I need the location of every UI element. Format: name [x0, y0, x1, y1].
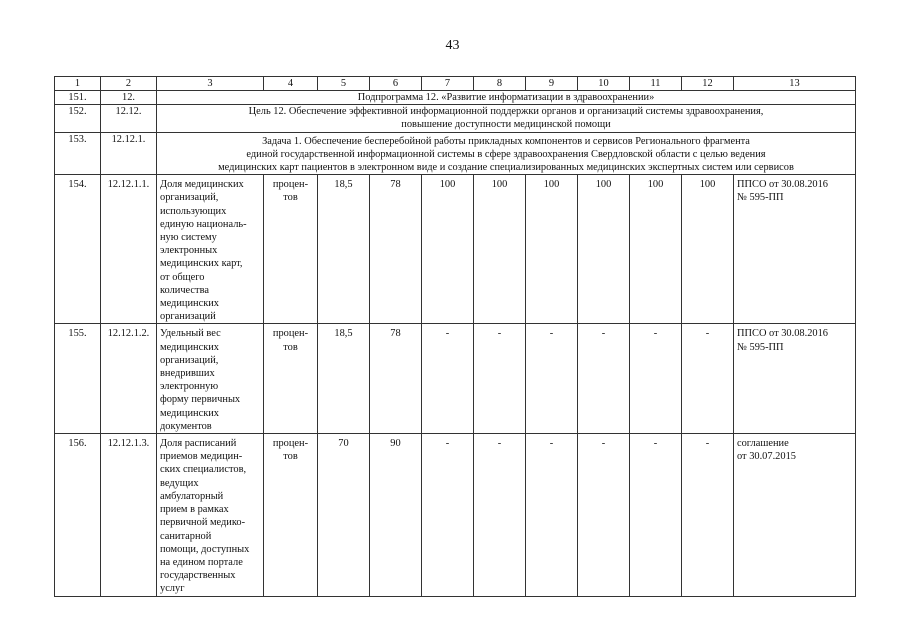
name-line: форму первичных: [160, 394, 241, 406]
name-line: электронных: [160, 245, 218, 257]
indicator-row: [55, 434, 856, 596]
unit-line: тов: [283, 341, 298, 353]
section-title-line: единой государственной информационной системы в сфере здравоохранения Свердловской области с целью ведения: [246, 148, 766, 160]
indicator-name: [157, 324, 264, 434]
source-line: № 595-ПП: [737, 192, 784, 204]
name-line: использующих: [160, 205, 227, 217]
indicator-name: [157, 434, 264, 596]
name-line: санитарной: [160, 530, 212, 542]
row-number: 152.: [55, 105, 101, 132]
header-cell: 13: [734, 77, 856, 91]
task-row: [55, 132, 856, 175]
value-cell: 78: [370, 175, 422, 324]
name-line: услуг: [160, 583, 185, 595]
header-cell: 5: [318, 77, 370, 91]
source-cell: [734, 324, 856, 434]
row-number: 151.: [55, 91, 101, 105]
header-cell: 3: [157, 77, 264, 91]
subprogram-row: [55, 91, 856, 105]
value-cell: 100: [422, 175, 474, 324]
name-line: медицинских карт,: [160, 258, 243, 270]
name-line: Доля расписаний: [160, 438, 237, 450]
name-line: организаций,: [160, 354, 219, 366]
value-cell: -: [526, 324, 578, 434]
source-line: ППСО от 30.08.2016: [737, 179, 828, 191]
header-cell: 12: [682, 77, 734, 91]
value-cell: 90: [370, 434, 422, 596]
source-line: соглашение: [737, 438, 789, 450]
value-cell: -: [578, 324, 630, 434]
name-line: организаций,: [160, 192, 219, 204]
name-line: амбулаторный: [160, 490, 224, 502]
indicators-table: [54, 76, 856, 597]
column-number-row: [55, 77, 856, 91]
header-cell: 6: [370, 77, 422, 91]
value-cell: -: [422, 434, 474, 596]
indicator-row: [55, 175, 856, 324]
page-number: 43: [445, 38, 460, 53]
name-line: медицинских: [160, 298, 219, 310]
section-title-line: повышение доступности медицинской помощи: [401, 119, 611, 131]
header-cell: 2: [101, 77, 157, 91]
section-title: [157, 105, 856, 132]
unit-line: тов: [283, 451, 298, 463]
value-cell: -: [474, 434, 526, 596]
row-number: 155.: [55, 324, 101, 434]
value-cell: -: [578, 434, 630, 596]
name-line: медицинских: [160, 341, 219, 353]
name-line: медицинских: [160, 407, 219, 419]
goal-row: [55, 105, 856, 132]
name-line: прием в рамках: [160, 504, 229, 516]
name-line: организаций: [160, 311, 216, 323]
name-line: ских специалистов,: [160, 464, 247, 476]
row-number: 153.: [55, 132, 101, 175]
header-cell: 9: [526, 77, 578, 91]
section-title-line: медицинских карт пациентов в электронном виде и создание специализированных медицинских экспертных систем или сервисов: [218, 162, 794, 174]
section-title-line: Задача 1. Обеспечение бесперебойной работы прикладных компонентов и сервисов Регионального фрагмента: [262, 135, 750, 147]
source-line: № 595-ПП: [737, 341, 784, 353]
row-code: 12.12.1.1.: [101, 175, 157, 324]
value-cell: 100: [474, 175, 526, 324]
header-cell: 10: [578, 77, 630, 91]
unit-line: процен-: [272, 328, 309, 340]
value-cell: -: [682, 434, 734, 596]
source-cell: [734, 175, 856, 324]
section-title-line: Подпрограмма 12. «Развитие информатизации в здравоохранении»: [357, 92, 655, 103]
section-title-line: Цель 12. Обеспечение эффективной информационной поддержки органов и организаций системы здравоохранения,: [248, 106, 764, 118]
row-number: 156.: [55, 434, 101, 596]
section-title: [157, 91, 856, 105]
name-line: от общего: [160, 271, 205, 283]
unit-cell: [264, 175, 318, 324]
source-cell: [734, 434, 856, 596]
indicator-name: [157, 175, 264, 324]
name-line: на едином портале: [160, 556, 243, 568]
unit-cell: [264, 434, 318, 596]
header-cell: 8: [474, 77, 526, 91]
name-line: единую националь-: [160, 218, 247, 230]
value-cell: 100: [526, 175, 578, 324]
source-line: ППСО от 30.08.2016: [737, 328, 828, 340]
name-line: ведущих: [160, 477, 199, 489]
name-line: электронную: [160, 381, 219, 393]
value-cell: 18,5: [318, 175, 370, 324]
value-cell: -: [422, 324, 474, 434]
value-cell: 18,5: [318, 324, 370, 434]
header-cell: 7: [422, 77, 474, 91]
value-cell: 100: [578, 175, 630, 324]
header-cell: 1: [55, 77, 101, 91]
section-title: [157, 132, 856, 175]
unit-cell: [264, 324, 318, 434]
value-cell: -: [682, 324, 734, 434]
row-code: 12.12.1.: [101, 132, 157, 175]
header-cell: 11: [630, 77, 682, 91]
indicator-row: [55, 324, 856, 434]
name-line: внедривших: [160, 368, 215, 380]
name-line: Удельный вес: [160, 328, 221, 340]
name-line: помощи, доступных: [160, 543, 250, 555]
value-cell: 100: [682, 175, 734, 324]
row-code: 12.: [101, 91, 157, 105]
name-line: первичной медико-: [160, 517, 246, 529]
unit-line: процен-: [272, 438, 309, 450]
row-number: 154.: [55, 175, 101, 324]
row-code: 12.12.1.3.: [101, 434, 157, 596]
value-cell: -: [630, 434, 682, 596]
name-line: ную систему: [160, 232, 217, 244]
source-line: от 30.07.2015: [737, 451, 796, 463]
unit-line: процен-: [272, 179, 309, 191]
row-code: 12.12.: [101, 105, 157, 132]
value-cell: 100: [630, 175, 682, 324]
row-code: 12.12.1.2.: [101, 324, 157, 434]
name-line: государственных: [160, 570, 236, 582]
value-cell: -: [630, 324, 682, 434]
name-line: количества: [160, 284, 209, 296]
value-cell: 70: [318, 434, 370, 596]
value-cell: 78: [370, 324, 422, 434]
name-line: Доля медицинских: [160, 179, 244, 191]
value-cell: -: [526, 434, 578, 596]
name-line: документов: [160, 420, 212, 432]
header-cell: 4: [264, 77, 318, 91]
name-line: приемов медицин-: [160, 451, 243, 463]
unit-line: тов: [283, 192, 298, 204]
value-cell: -: [474, 324, 526, 434]
